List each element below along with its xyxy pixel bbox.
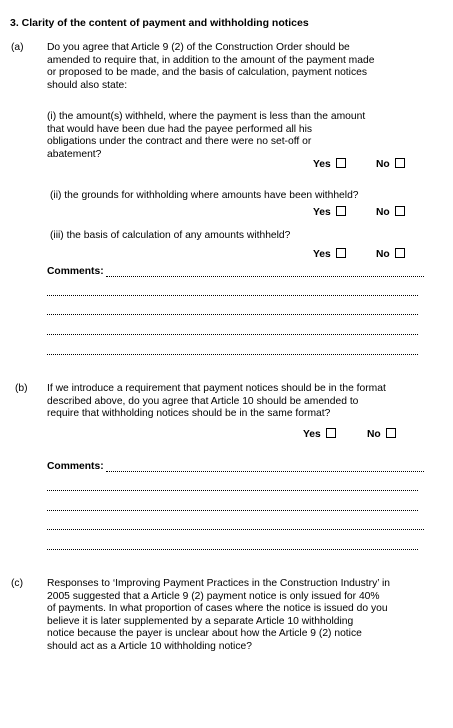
text-line: should act as a Article 10 withholding notice?	[47, 640, 252, 652]
comments-line[interactable]	[47, 295, 418, 296]
text-line: amended to require that, in addition to the amount of the payment made	[47, 54, 375, 66]
yes-checkbox[interactable]	[336, 206, 346, 216]
question-b-text	[47, 383, 427, 421]
no-label: No	[376, 249, 390, 260]
question-a-item-1	[47, 111, 419, 161]
item-1-no-option	[376, 158, 405, 172]
item-2-no-option	[376, 206, 405, 220]
section-heading: 3. Clarity of the content of payment and withholding notices	[10, 17, 309, 29]
question-a-item-2: (ii) the grounds for withholding where amounts have been withheld?	[50, 190, 359, 201]
question-c-label: (c)	[11, 578, 24, 589]
comments-line[interactable]	[47, 549, 418, 550]
text-line: notice because the payer is unclear about how the Article 9 (2) notice	[47, 628, 362, 640]
comments-line[interactable]	[47, 490, 418, 491]
no-checkbox[interactable]	[395, 248, 405, 258]
item-3-no-option	[376, 248, 405, 262]
comments-line[interactable]	[47, 334, 418, 335]
comments-label-a: Comments:	[47, 266, 104, 277]
yes-label: Yes	[303, 429, 321, 440]
comments-label-b: Comments:	[47, 461, 104, 472]
question-b-label: (b)	[15, 383, 28, 394]
no-checkbox[interactable]	[395, 158, 405, 168]
text-line: require that withholding notices should be in the same format?	[47, 408, 331, 420]
text-line: obligations under the contract and there were no set-off or	[47, 136, 312, 148]
text-line: Do you agree that Article 9 (2) of the Construction Order should be	[47, 42, 350, 53]
question-a-label: (a)	[11, 42, 24, 53]
comments-line[interactable]	[106, 276, 424, 277]
yes-checkbox[interactable]	[336, 248, 346, 258]
yes-label: Yes	[313, 207, 331, 218]
text-line: abatement?	[47, 148, 102, 160]
no-label: No	[376, 207, 390, 218]
no-checkbox[interactable]	[386, 428, 396, 438]
text-line: should also state:	[47, 79, 128, 91]
question-a-item-3: (iii) the basis of calculation of any amounts withheld?	[50, 230, 291, 241]
question-c-text	[47, 578, 432, 654]
question-b-yes-option	[303, 428, 336, 442]
text-line: Responses to ‘Improving Payment Practices in the Construction Industry’ in	[47, 578, 391, 589]
no-label: No	[367, 429, 381, 440]
yes-label: Yes	[313, 159, 331, 170]
yes-label: Yes	[313, 249, 331, 260]
text-line: or proposed to be made, and the basis of calculation, payment notices	[47, 67, 367, 79]
item-1-yes-option	[313, 158, 346, 172]
comments-line[interactable]	[47, 510, 418, 511]
comments-line[interactable]	[47, 529, 424, 530]
text-line: of payments. In what proportion of cases where the notice is issued do you	[47, 603, 388, 615]
comments-line[interactable]	[47, 354, 418, 355]
comments-line[interactable]	[106, 471, 424, 472]
question-b-no-option	[367, 428, 396, 442]
yes-checkbox[interactable]	[326, 428, 336, 438]
item-3-yes-option	[313, 248, 346, 262]
text-line: described above, do you agree that Article 10 should be amended to	[47, 395, 359, 407]
text-line: (i) the amount(s) withheld, where the payment is less than the amount	[47, 111, 366, 122]
text-line: If we introduce a requirement that payment notices should be in the format	[47, 383, 386, 394]
question-a-intro	[47, 42, 419, 92]
text-line: believe it is later supplemented by a separate Article 10 withholding	[47, 615, 354, 627]
yes-checkbox[interactable]	[336, 158, 346, 168]
text-line: that would have been due had the payee performed all his	[47, 123, 313, 135]
no-checkbox[interactable]	[395, 206, 405, 216]
text-line: 2005 suggested that a Article 9 (2) payment notice is only issued for 40%	[47, 590, 380, 602]
no-label: No	[376, 159, 390, 170]
item-2-yes-option	[313, 206, 346, 220]
comments-line[interactable]	[47, 314, 418, 315]
